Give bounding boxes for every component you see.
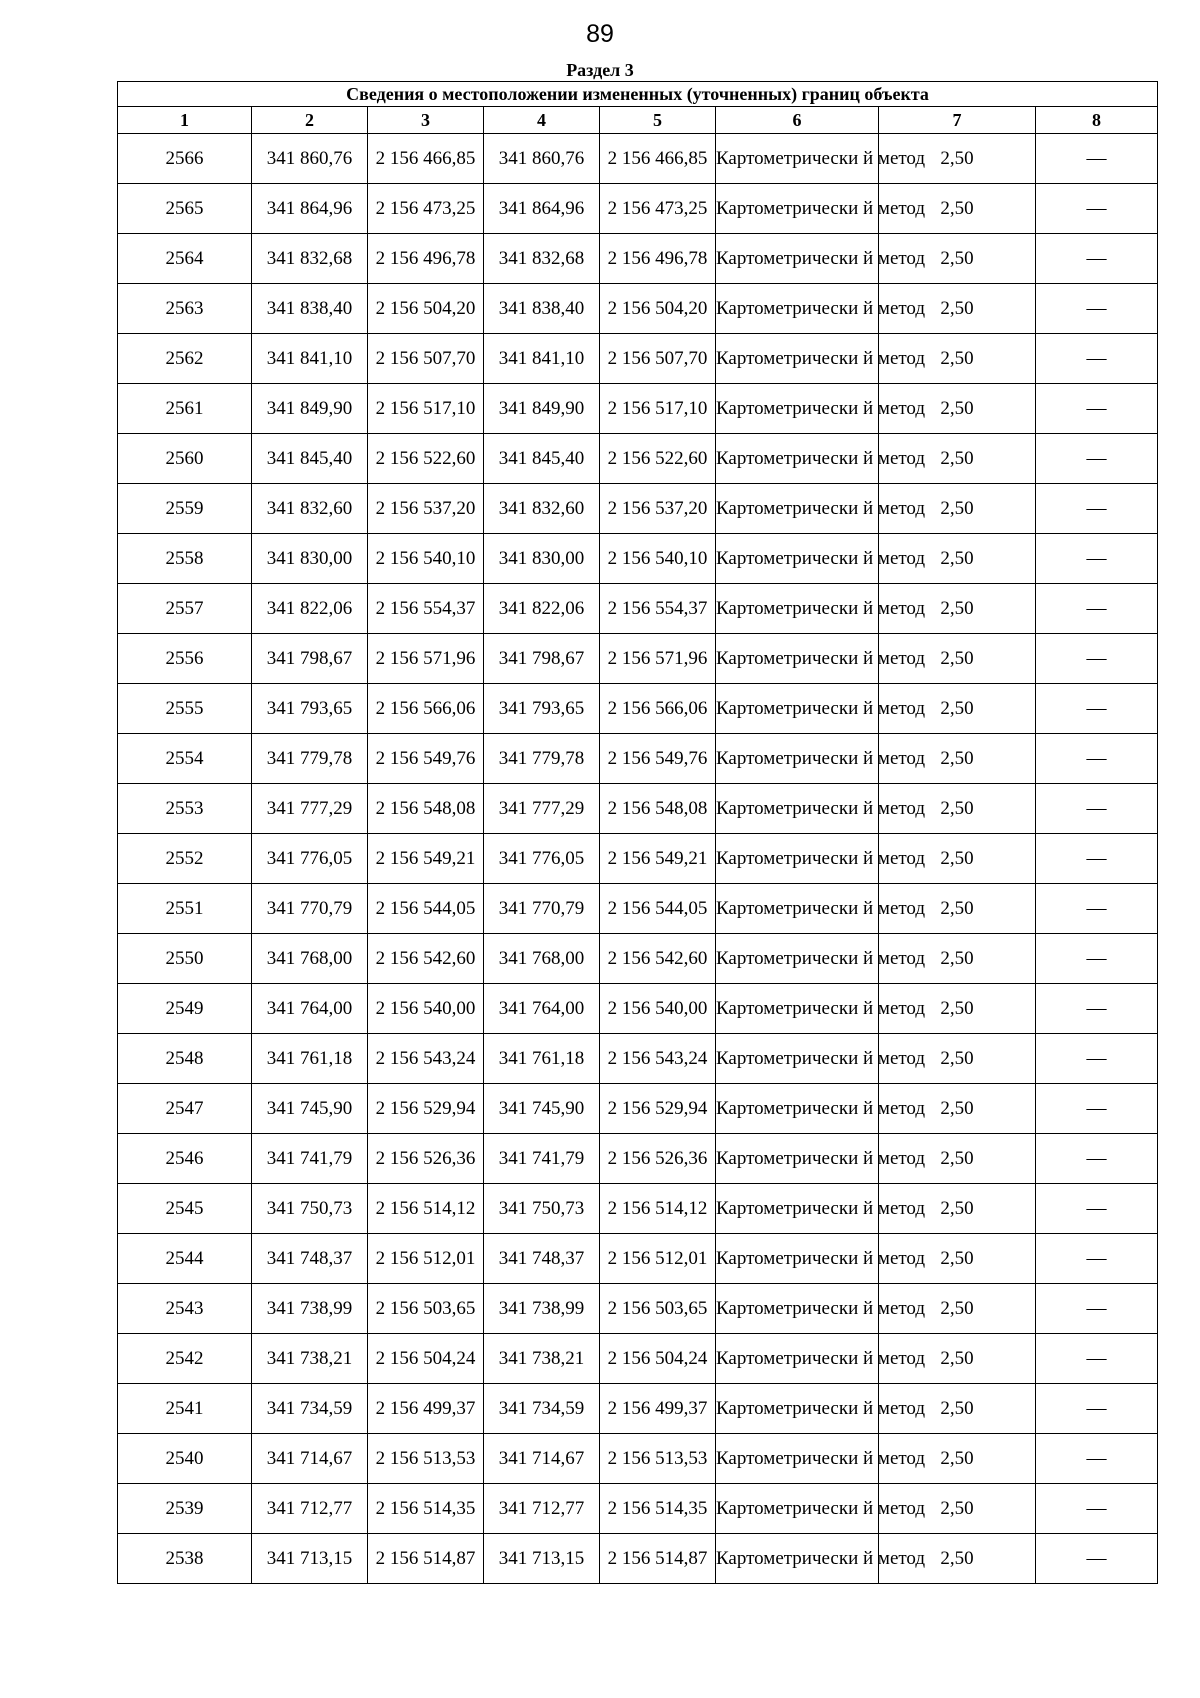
x-coordinate: 341 793,65 [252,684,368,734]
y-coordinate: 2 156 504,24 [600,1334,716,1384]
y-coordinate: 2 156 522,60 [368,434,484,484]
description-cell: — [1036,1034,1158,1084]
table-row [118,1384,1158,1434]
y-coordinate: 2 156 549,76 [368,734,484,784]
x-coordinate: 341 798,67 [252,634,368,684]
x-coordinate: 341 761,18 [252,1034,368,1084]
method-cell: Картометрически й метод [716,1534,879,1584]
table-row [118,384,1158,434]
accuracy-cell: 2,50 [879,1384,1036,1434]
y-coordinate: 2 156 549,76 [600,734,716,784]
table-row [118,1034,1158,1084]
point-number: 2551 [118,884,252,934]
x-coordinate: 341 712,77 [484,1484,600,1534]
x-coordinate: 341 741,79 [252,1134,368,1184]
point-number: 2561 [118,384,252,434]
x-coordinate: 341 734,59 [252,1384,368,1434]
method-cell: Картометрически й метод [716,1484,879,1534]
y-coordinate: 2 156 473,25 [368,184,484,234]
point-number: 2555 [118,684,252,734]
table-row [118,834,1158,884]
x-coordinate: 341 750,73 [252,1184,368,1234]
table-title-row [118,82,1158,107]
y-coordinate: 2 156 514,87 [368,1534,484,1584]
y-coordinate: 2 156 543,24 [368,1034,484,1084]
point-number: 2564 [118,234,252,284]
table-row [118,484,1158,534]
description-cell: — [1036,384,1158,434]
y-coordinate: 2 156 554,37 [368,584,484,634]
method-cell: Картометрически й метод [716,884,879,934]
table-row [118,234,1158,284]
point-number: 2556 [118,634,252,684]
column-number: 5 [600,107,716,134]
x-coordinate: 341 776,05 [484,834,600,884]
x-coordinate: 341 748,37 [252,1234,368,1284]
description-cell: — [1036,284,1158,334]
column-number: 8 [1036,107,1158,134]
x-coordinate: 341 860,76 [484,134,600,184]
description-cell: — [1036,634,1158,684]
table-row [118,1334,1158,1384]
table-body [118,134,1158,1584]
x-coordinate: 341 713,15 [252,1534,368,1584]
method-cell: Картометрически й метод [716,384,879,434]
description-cell: — [1036,1084,1158,1134]
x-coordinate: 341 830,00 [252,534,368,584]
column-number-row [118,107,1158,134]
accuracy-cell: 2,50 [879,534,1036,584]
y-coordinate: 2 156 513,53 [368,1434,484,1484]
y-coordinate: 2 156 513,53 [600,1434,716,1484]
description-cell: — [1036,184,1158,234]
y-coordinate: 2 156 514,12 [368,1184,484,1234]
point-number: 2548 [118,1034,252,1084]
method-cell: Картометрически й метод [716,1184,879,1234]
y-coordinate: 2 156 540,10 [368,534,484,584]
point-number: 2540 [118,1434,252,1484]
point-number: 2557 [118,584,252,634]
accuracy-cell: 2,50 [879,134,1036,184]
x-coordinate: 341 798,67 [484,634,600,684]
accuracy-cell: 2,50 [879,684,1036,734]
y-coordinate: 2 156 507,70 [368,334,484,384]
y-coordinate: 2 156 496,78 [600,234,716,284]
accuracy-cell: 2,50 [879,1234,1036,1284]
description-cell: — [1036,734,1158,784]
description-cell: — [1036,1384,1158,1434]
x-coordinate: 341 741,79 [484,1134,600,1184]
y-coordinate: 2 156 514,87 [600,1534,716,1584]
x-coordinate: 341 830,00 [484,534,600,584]
method-cell: Картометрически й метод [716,1334,879,1384]
y-coordinate: 2 156 542,60 [600,934,716,984]
table-row [118,1484,1158,1534]
point-number: 2560 [118,434,252,484]
method-cell: Картометрически й метод [716,184,879,234]
point-number: 2552 [118,834,252,884]
y-coordinate: 2 156 507,70 [600,334,716,384]
page-number: 89 [586,20,614,48]
method-cell: Картометрически й метод [716,1284,879,1334]
x-coordinate: 341 777,29 [252,784,368,834]
x-coordinate: 341 838,40 [484,284,600,334]
accuracy-cell: 2,50 [879,234,1036,284]
point-number: 2562 [118,334,252,384]
y-coordinate: 2 156 514,35 [368,1484,484,1534]
table-row [118,734,1158,784]
table-row [118,984,1158,1034]
method-cell: Картометрически й метод [716,1084,879,1134]
accuracy-cell: 2,50 [879,884,1036,934]
method-cell: Картометрически й метод [716,134,879,184]
x-coordinate: 341 745,90 [252,1084,368,1134]
y-coordinate: 2 156 466,85 [600,134,716,184]
x-coordinate: 341 776,05 [252,834,368,884]
description-cell: — [1036,884,1158,934]
accuracy-cell: 2,50 [879,184,1036,234]
x-coordinate: 341 832,60 [252,484,368,534]
method-cell: Картометрически й метод [716,284,879,334]
y-coordinate: 2 156 529,94 [600,1084,716,1134]
description-cell: — [1036,584,1158,634]
point-number: 2558 [118,534,252,584]
accuracy-cell: 2,50 [879,1184,1036,1234]
x-coordinate: 341 793,65 [484,684,600,734]
description-cell: — [1036,434,1158,484]
description-cell: — [1036,334,1158,384]
y-coordinate: 2 156 512,01 [600,1234,716,1284]
description-cell: — [1036,784,1158,834]
description-cell: — [1036,134,1158,184]
column-number: 3 [368,107,484,134]
x-coordinate: 341 764,00 [484,984,600,1034]
description-cell: — [1036,834,1158,884]
method-cell: Картометрически й метод [716,684,879,734]
accuracy-cell: 2,50 [879,584,1036,634]
x-coordinate: 341 748,37 [484,1234,600,1284]
description-cell: — [1036,1134,1158,1184]
table-row [118,1084,1158,1134]
accuracy-cell: 2,50 [879,634,1036,684]
x-coordinate: 341 841,10 [252,334,368,384]
column-number: 1 [118,107,252,134]
point-number: 2544 [118,1234,252,1284]
table-row [118,584,1158,634]
x-coordinate: 341 779,78 [252,734,368,784]
coordinates-table [117,81,1158,1584]
table-row [118,434,1158,484]
y-coordinate: 2 156 512,01 [368,1234,484,1284]
accuracy-cell: 2,50 [879,384,1036,434]
point-number: 2545 [118,1184,252,1234]
accuracy-cell: 2,50 [879,1134,1036,1184]
y-coordinate: 2 156 554,37 [600,584,716,634]
y-coordinate: 2 156 522,60 [600,434,716,484]
description-cell: — [1036,984,1158,1034]
accuracy-cell: 2,50 [879,334,1036,384]
y-coordinate: 2 156 537,20 [368,484,484,534]
x-coordinate: 341 745,90 [484,1084,600,1134]
accuracy-cell: 2,50 [879,484,1036,534]
description-cell: — [1036,934,1158,984]
y-coordinate: 2 156 540,10 [600,534,716,584]
x-coordinate: 341 761,18 [484,1034,600,1084]
table-row [118,684,1158,734]
x-coordinate: 341 738,21 [484,1334,600,1384]
table-row [118,634,1158,684]
table-row [118,134,1158,184]
x-coordinate: 341 738,99 [484,1284,600,1334]
table-row [118,534,1158,584]
x-coordinate: 341 764,00 [252,984,368,1034]
method-cell: Картометрически й метод [716,234,879,284]
table-row [118,184,1158,234]
method-cell: Картометрически й метод [716,634,879,684]
accuracy-cell: 2,50 [879,834,1036,884]
table-row [118,1234,1158,1284]
table-row [118,334,1158,384]
x-coordinate: 341 738,21 [252,1334,368,1384]
x-coordinate: 341 777,29 [484,784,600,834]
y-coordinate: 2 156 571,96 [368,634,484,684]
method-cell: Картометрически й метод [716,484,879,534]
y-coordinate: 2 156 542,60 [368,934,484,984]
point-number: 2541 [118,1384,252,1434]
y-coordinate: 2 156 466,85 [368,134,484,184]
y-coordinate: 2 156 504,20 [368,284,484,334]
y-coordinate: 2 156 514,12 [600,1184,716,1234]
y-coordinate: 2 156 496,78 [368,234,484,284]
description-cell: — [1036,1484,1158,1534]
x-coordinate: 341 712,77 [252,1484,368,1534]
method-cell: Картометрически й метод [716,1034,879,1084]
x-coordinate: 341 849,90 [484,384,600,434]
x-coordinate: 341 832,60 [484,484,600,534]
description-cell: — [1036,234,1158,284]
y-coordinate: 2 156 504,20 [600,284,716,334]
x-coordinate: 341 768,00 [484,934,600,984]
point-number: 2565 [118,184,252,234]
accuracy-cell: 2,50 [879,1534,1036,1584]
column-number: 6 [716,107,879,134]
x-coordinate: 341 738,99 [252,1284,368,1334]
y-coordinate: 2 156 544,05 [368,884,484,934]
method-cell: Картометрически й метод [716,734,879,784]
point-number: 2549 [118,984,252,1034]
method-cell: Картометрически й метод [716,1134,879,1184]
table-row [118,284,1158,334]
x-coordinate: 341 822,06 [484,584,600,634]
method-cell: Картометрически й метод [716,784,879,834]
y-coordinate: 2 156 543,24 [600,1034,716,1084]
accuracy-cell: 2,50 [879,284,1036,334]
accuracy-cell: 2,50 [879,734,1036,784]
description-cell: — [1036,1334,1158,1384]
y-coordinate: 2 156 566,06 [600,684,716,734]
y-coordinate: 2 156 499,37 [368,1384,484,1434]
y-coordinate: 2 156 504,24 [368,1334,484,1384]
table-row [118,1184,1158,1234]
point-number: 2553 [118,784,252,834]
description-cell: — [1036,534,1158,584]
description-cell: — [1036,1434,1158,1484]
method-cell: Картометрически й метод [716,584,879,634]
point-number: 2538 [118,1534,252,1584]
y-coordinate: 2 156 529,94 [368,1084,484,1134]
x-coordinate: 341 750,73 [484,1184,600,1234]
x-coordinate: 341 779,78 [484,734,600,784]
column-number: 7 [879,107,1036,134]
x-coordinate: 341 714,67 [484,1434,600,1484]
accuracy-cell: 2,50 [879,1434,1036,1484]
description-cell: — [1036,1534,1158,1584]
accuracy-cell: 2,50 [879,984,1036,1034]
method-cell: Картометрически й метод [716,984,879,1034]
x-coordinate: 341 845,40 [252,434,368,484]
y-coordinate: 2 156 540,00 [368,984,484,1034]
x-coordinate: 341 768,00 [252,934,368,984]
y-coordinate: 2 156 517,10 [600,384,716,434]
x-coordinate: 341 860,76 [252,134,368,184]
point-number: 2543 [118,1284,252,1334]
description-cell: — [1036,484,1158,534]
x-coordinate: 341 770,79 [484,884,600,934]
x-coordinate: 341 770,79 [252,884,368,934]
point-number: 2550 [118,934,252,984]
y-coordinate: 2 156 526,36 [368,1134,484,1184]
description-cell: — [1036,684,1158,734]
y-coordinate: 2 156 540,00 [600,984,716,1034]
x-coordinate: 341 845,40 [484,434,600,484]
y-coordinate: 2 156 566,06 [368,684,484,734]
accuracy-cell: 2,50 [879,434,1036,484]
x-coordinate: 341 864,96 [252,184,368,234]
accuracy-cell: 2,50 [879,1084,1036,1134]
method-cell: Картометрически й метод [716,934,879,984]
x-coordinate: 341 832,68 [252,234,368,284]
x-coordinate: 341 713,15 [484,1534,600,1584]
method-cell: Картометрически й метод [716,334,879,384]
accuracy-cell: 2,50 [879,1034,1036,1084]
method-cell: Картометрически й метод [716,834,879,884]
y-coordinate: 2 156 537,20 [600,484,716,534]
method-cell: Картометрически й метод [716,1384,879,1434]
y-coordinate: 2 156 503,65 [600,1284,716,1334]
y-coordinate: 2 156 571,96 [600,634,716,684]
x-coordinate: 341 734,59 [484,1384,600,1434]
accuracy-cell: 2,50 [879,934,1036,984]
y-coordinate: 2 156 548,08 [600,784,716,834]
x-coordinate: 341 849,90 [252,384,368,434]
y-coordinate: 2 156 544,05 [600,884,716,934]
point-number: 2539 [118,1484,252,1534]
section-title: Раздел 3 [566,60,634,80]
table-row [118,934,1158,984]
y-coordinate: 2 156 473,25 [600,184,716,234]
description-cell: — [1036,1234,1158,1284]
table-title: Сведения о местоположении измененных (уточненных) границ объекта [118,82,1158,107]
accuracy-cell: 2,50 [879,1334,1036,1384]
y-coordinate: 2 156 549,21 [600,834,716,884]
accuracy-cell: 2,50 [879,1484,1036,1534]
x-coordinate: 341 841,10 [484,334,600,384]
y-coordinate: 2 156 549,21 [368,834,484,884]
y-coordinate: 2 156 548,08 [368,784,484,834]
point-number: 2546 [118,1134,252,1184]
point-number: 2566 [118,134,252,184]
x-coordinate: 341 864,96 [484,184,600,234]
method-cell: Картометрически й метод [716,534,879,584]
x-coordinate: 341 838,40 [252,284,368,334]
description-cell: — [1036,1284,1158,1334]
column-number: 4 [484,107,600,134]
y-coordinate: 2 156 503,65 [368,1284,484,1334]
y-coordinate: 2 156 514,35 [600,1484,716,1534]
method-cell: Картометрически й метод [716,1234,879,1284]
accuracy-cell: 2,50 [879,1284,1036,1334]
y-coordinate: 2 156 499,37 [600,1384,716,1434]
column-number: 2 [252,107,368,134]
table-row [118,1134,1158,1184]
method-cell: Картометрически й метод [716,1434,879,1484]
point-number: 2554 [118,734,252,784]
point-number: 2563 [118,284,252,334]
point-number: 2547 [118,1084,252,1134]
y-coordinate: 2 156 517,10 [368,384,484,434]
table-row [118,884,1158,934]
table-row [118,1434,1158,1484]
point-number: 2559 [118,484,252,534]
table-row [118,784,1158,834]
description-cell: — [1036,1184,1158,1234]
x-coordinate: 341 714,67 [252,1434,368,1484]
x-coordinate: 341 832,68 [484,234,600,284]
x-coordinate: 341 822,06 [252,584,368,634]
method-cell: Картометрически й метод [716,434,879,484]
table-row [118,1534,1158,1584]
accuracy-cell: 2,50 [879,784,1036,834]
table-row [118,1284,1158,1334]
point-number: 2542 [118,1334,252,1384]
y-coordinate: 2 156 526,36 [600,1134,716,1184]
